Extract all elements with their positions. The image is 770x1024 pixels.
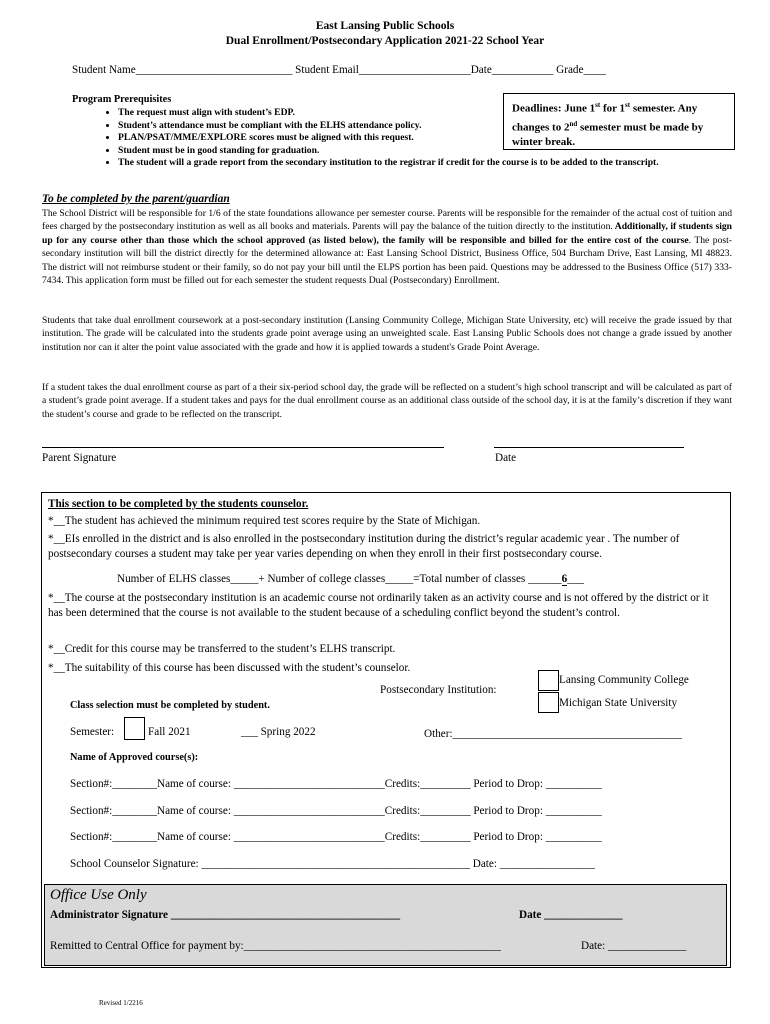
semester-fall-option: Fall 2021 (148, 726, 191, 738)
approved-courses-heading: Name of Approved course(s): (70, 752, 199, 763)
list-item: • Student must be in good standing for graduation. (118, 145, 488, 158)
grade-field[interactable]: Grade____ (556, 64, 606, 76)
deadline-text: Deadlines: June 1 (512, 102, 596, 115)
course-row[interactable]: Section#:________Name of course: ___________________________Credits:_________ Period to Drop: __________ (70, 831, 602, 843)
administrator-date-field[interactable]: Date ______________ (519, 909, 623, 921)
class-selection-note: Class selection must be completed by student. (70, 700, 270, 711)
parent-date-line[interactable] (494, 447, 684, 448)
list-item: • Student’s attendance must be compliant with the ELHS attendance policy. (118, 120, 488, 133)
other-institution-field[interactable]: Other:_________________________________________ (424, 728, 682, 740)
parent-paragraph-2: Students that take dual enrollment coursework at a post-secondary institution (Lansing Community College, Michigan State University, etc) will receive the grade issued by that institution. The grade will be calculated into the students grade point average using an unweighted scale. East Lansing Public Schools does not change a grade issued by another institution nor can it alter the point value associated with the grade and how it is applied towards a student's Grade Point Average. (42, 315, 732, 353)
student-email-field[interactable]: Student Email____________________ (295, 64, 471, 76)
deadline-text: for 1 (600, 102, 626, 115)
counselor-check-enrolled[interactable]: *__EIs enrolled in the district and is also enrolled in the postsecondary institution during the district’s regular academic year . The number of postsecondary courses a student may take per year varies depending on when they enroll in their first postsecondary course. (48, 533, 680, 560)
superscript: st (595, 101, 601, 109)
list-item: • PLAN/PSAT/MME/EXPLORE scores must be aligned with this request. (118, 132, 488, 145)
paragraph-text: . The post-secondary institution will bill the district directly for the determined allowance at: East Lansing School District, Business Office, 504 Burcham Drive, East Lansing, MI 48823. The district will not reimburse student or their family, so do not pay your bill until the ELPS portion has been paid. Questions may be addressed to the Business Office (517) 333-7434. This application form must be filled out for each semester the student requests Dual (Postsecondary) Enrollment. (42, 234, 732, 287)
classes-count-line (117, 573, 584, 585)
list-item: • The student will a grade report from the secondary institution to the registrar if credit for the course is to be added to the transcript. (118, 157, 678, 170)
superscript: nd (569, 119, 578, 128)
counselor-check-academic-course[interactable]: *__The course at the postsecondary institution is an academic course not ordinarily taken as an activity course and is not offered by the district or it has been determined that the course is not available to the student because of a scheduling conflict beyond the student’s control. (48, 592, 709, 619)
classes-total-value[interactable]: 6 (561, 573, 568, 585)
superscript: st (625, 101, 631, 109)
counselor-check-credit-transfer[interactable]: *__Credit for this course may be transferred to the student’s ELHS transcript. (48, 643, 396, 655)
counselor-check-suitability[interactable]: *__The suitability of this course has been discussed with the student’s counselor. (48, 662, 411, 674)
msu-checkbox[interactable] (538, 692, 559, 713)
counselor-check-test-scores[interactable]: *__The student has achieved the minimum required test scores require by the State of Michigan. (48, 515, 481, 527)
classes-count-tail: ___ (567, 573, 585, 585)
counselor-section-heading: This section to be completed by the students counselor. (48, 498, 309, 510)
institution-option-lcc: Lansing Community College (559, 674, 689, 686)
form-title: Dual Enrollment/Postsecondary Application 2021-22 School Year (225, 35, 545, 47)
office-use-heading: Office Use Only (50, 887, 147, 903)
date-field[interactable]: Date___________ (470, 64, 554, 76)
list-item: • The request must align with student’s EDP. (118, 107, 488, 120)
institution-option-msu: Michigan State University (559, 697, 678, 709)
student-info-line (72, 64, 606, 76)
semester-label: Semester: (70, 726, 115, 738)
prerequisites-heading: Program Prerequisites (72, 94, 172, 105)
revision-note: Revised 1/2216 (99, 999, 143, 1007)
administrator-signature-field[interactable]: Administrator Signature _________________________________________ (50, 909, 401, 921)
parent-signature-line[interactable] (42, 447, 444, 448)
paragraph-bold-text: Additionally, if students sign up for any course other than those which the school approved (as listed below), the family will be responsible and billed for the entire cost of the course (42, 221, 732, 246)
remitted-field[interactable]: Remitted to Central Office for payment by:______________________________________________ (50, 940, 501, 952)
deadlines-box (503, 93, 735, 150)
deadline-text: semester. Any changes to 2 (512, 102, 698, 134)
parent-section-heading: To be completed by the parent/guardian (42, 193, 230, 205)
parent-paragraph-3: If a student takes the dual enrollment course as part of a their six-period school day, the grade will be reflected on a student’s high school transcript and will be calculated as part of a student’s grade point average. If a student takes and pays for the dual enrollment course as an additional class outside of the school day, it is at the family’s discretion if they want the student’s course and grade to be reflected on the transcript. (42, 382, 732, 420)
parent-signature-label: Parent Signature (42, 452, 117, 464)
remitted-date-field[interactable]: Date: ______________ (581, 940, 687, 952)
classes-count-text: Number of ELHS classes_____+ Number of college classes_____=Total number of classes ______ (117, 573, 562, 585)
course-row[interactable]: Section#:________Name of course: ___________________________Credits:_________ Period to Drop: __________ (70, 805, 602, 817)
school-name: East Lansing Public Schools (315, 20, 455, 32)
paragraph-text: The School District will be responsible for 1/6 of the state foundations allowance per semester course. Parents will be responsible for the remainder of the actual cost of tuition and fees charged by the postsecondary institution as well as all books and materials. Parents will pay the balance of the tuition directly to the institution. (42, 208, 732, 233)
postsecondary-institution-label: Postsecondary Institution: (380, 684, 497, 696)
course-row[interactable]: Section#:________Name of course: ___________________________Credits:_________ Period to Drop: __________ (70, 778, 602, 790)
lcc-checkbox[interactable] (538, 670, 559, 691)
counselor-signature-line[interactable]: School Counselor Signature: ________________________________________________ Date: _________________ (70, 858, 595, 870)
deadline-text: semester must be made by winter break. (512, 121, 704, 149)
fall-checkbox[interactable] (124, 717, 145, 740)
parent-date-label: Date (495, 452, 517, 464)
student-name-field[interactable]: Student Name____________________________ (72, 64, 293, 76)
parent-paragraph-1 (42, 207, 732, 287)
semester-spring-option[interactable]: ___ Spring 2022 (241, 726, 316, 738)
